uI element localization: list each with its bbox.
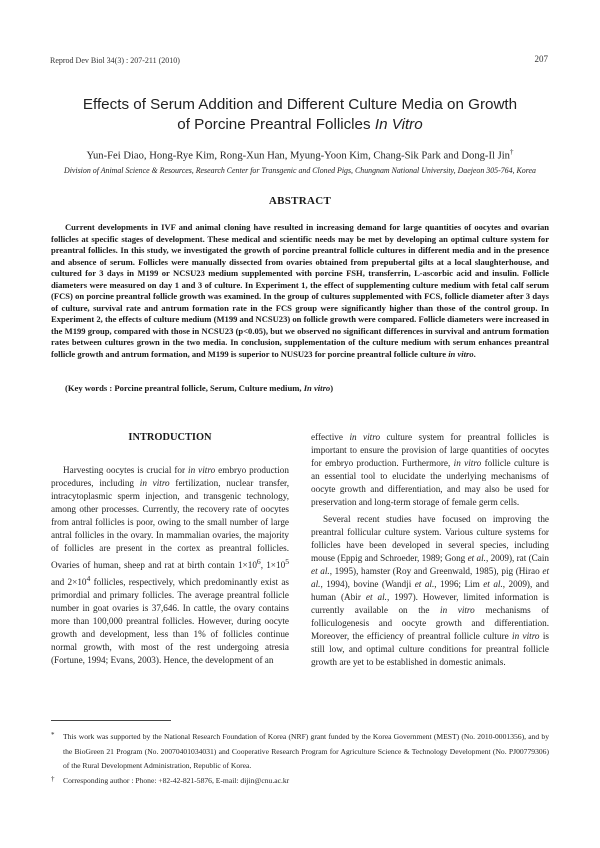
abstract-text [51, 222, 549, 360]
title-line-1: Effects of Serum Addition and Different Culture Media on Growth [82, 96, 518, 113]
keywords-text: (Key words : Porcine preantral follicle, Serum, Culture medium, [65, 383, 302, 393]
abstract-italic: in vitro [448, 348, 474, 359]
corresponding-mark: † [509, 148, 514, 156]
paragraph: Several recent studies have focused on improving the preantral follicular culture system. Various culture systems for follicles have been developed in several species, including mouse (Eppig and Schroeder, 1989; Gong et al., 2009), rat (Cain et al., 1995), hamster (Roy and Greenwald, 1985), pig (Hirao et al., 1994), bovine (Wandji et al., 1996; Lim et al., 2009), and human (Abir et al., 1997). However, limited information is currently available on the in vitro mechanisms of folliculogenesis and oocyte growth and differentiation. Moreover, the efficiency of preantral follicle culture in vitro is still low, and optimal culture conditions for preantral follicle growth are yet to be established in domestic animals. [311, 514, 550, 667]
keywords-close: ) [330, 383, 334, 393]
journal-citation: Reprod Dev Biol 34(3) : 207-211 (2010) [50, 56, 180, 65]
author-names: Yun-Fei Diao, Hong-Rye Kim, Rong-Xun Han, Myung-Yoon Kim, Chang-Sik Park and Dong-Il Jin [86, 150, 510, 162]
keywords-italic: In vitro [303, 383, 331, 393]
paragraph: effective in vitro culture system for preantral follicles is important to ensure the provision of large quantities of oocytes for embryo production. Furthermore, in vitro follicle culture is an essential tool to elucidate the underlying mechanisms of oocyte growth and differentiation, and may also be used for preservation and long-term storage of female germ cells. [311, 432, 549, 507]
abstract-body: Current developments in IVF and animal cloning have resulted in increasing demand for large quantities of oocytes and ovarian follicles at specific stages of development. These medical and scientific needs may be met by developing an optimal culture system for preantral follicles. In this study, we investigated the growth of porcine preantral follicle cultures in different media and in the presence and absence of serum. Follicles were manually dissected from ovaries obtained from prepubertal gilts at a local slaughterhouse, and cultured for 3 days in M199 or NCSU23 medium supplemented with porcine FSH, transferrin, L-ascorbic acid and insulin. Follicle diameters were measured on day 1 and 3 of culture. In Experiment 1, the effect of supplementing culture medium with fetal calf serum (FCS) on porcine preantral follicle growth was examined. In the group of cultures supplemented with FCS, follicle diameter after 3 days of culture, survival rate and antrum formation rate in the FCS group were significantly higher than those of the control group. In Experiment 2, the effects of culture medium (M199 and NCSU23) on follicle growth were compared. Follicle diameters were increased in the M199 group, compared with those in NCSU23 (p<0.05), but we observed no significant differences in survival and antrum formation rates between cultures grown in the two media. In conclusion, supplementation of the culture medium with serum enhances preantral follicle growth and antrum formation, and M199 is superior to NUSU23 for porcine preantral follicle culture [51, 222, 549, 359]
footnote-mark: * [51, 731, 55, 739]
footnote-mark: † [51, 774, 55, 783]
paragraph: Harvesting oocytes is crucial for in vitro embryo production procedures, including in vitro fertilization, nuclear transfer, intracytoplasmic sperm injection, and transgenic technology, among other processes. Currently, the recovery rate of oocytes from antral follicles is poor, owing to the small number of large antral follicles in the ovary. In mammalian ovaries, the majority of follicles are present in the cortex as preantral follicles. Ovaries of human, sheep and rat at birth contain $1\times 10^6$, $1\times 10^5$ and $2\times 10^4$ follicles, respectively, which predominantly exist as primordial and primary follicles. The average preantral follicle number in goat ovaries is 37,646. In cattle, the ovary contains more than 100,000 preantral follicles. However, during oocyte growth and development, less than 1% of follicles continue normal growth, with most of the rest undergoing atresia (Fortune, 1994; Evans, 2003). Hence, the development of an [51, 465, 290, 666]
footnotes [51, 730, 549, 788]
affiliation: Division of Animal Science & Resources, Research Center for Transgenic and Cloned Pigs, Chungnam National University, Daejeon 305-764, Korea [64, 166, 536, 175]
abstract-period: . [473, 348, 476, 359]
footnote-text: This work was supported by the National Research Foundation of Korea (NRF) grant funded by the Korea Government (MEST) (No. 2010-0001356), and by the BioGreen 21 Program (No. 20070401034031) and Cooperative Research Program for Agriculture Science & Technology Development (No. PJ00779306) of the Rural Development Administration, Republic of Korea. [63, 732, 549, 770]
intro-left-column [51, 464, 289, 667]
footnote-funding [51, 730, 549, 774]
intro-right-column [311, 431, 549, 669]
footnote-corresponding [51, 774, 549, 789]
footnote-text: Corresponding author : Phone: +82-42-821-5876, E-mail: dijin@cnu.ac.kr [63, 775, 290, 785]
page-number: 207 [534, 54, 548, 64]
title-italic: In Vitro [374, 116, 423, 133]
abstract-heading: ABSTRACT [268, 195, 332, 207]
section-heading-introduction: INTRODUCTION [128, 432, 212, 443]
keywords [65, 383, 545, 393]
footnote-divider [51, 720, 171, 721]
paper-title [40, 95, 560, 135]
title-line-2: of Porcine Preantral Follicles [177, 116, 371, 133]
author-list [40, 148, 560, 162]
